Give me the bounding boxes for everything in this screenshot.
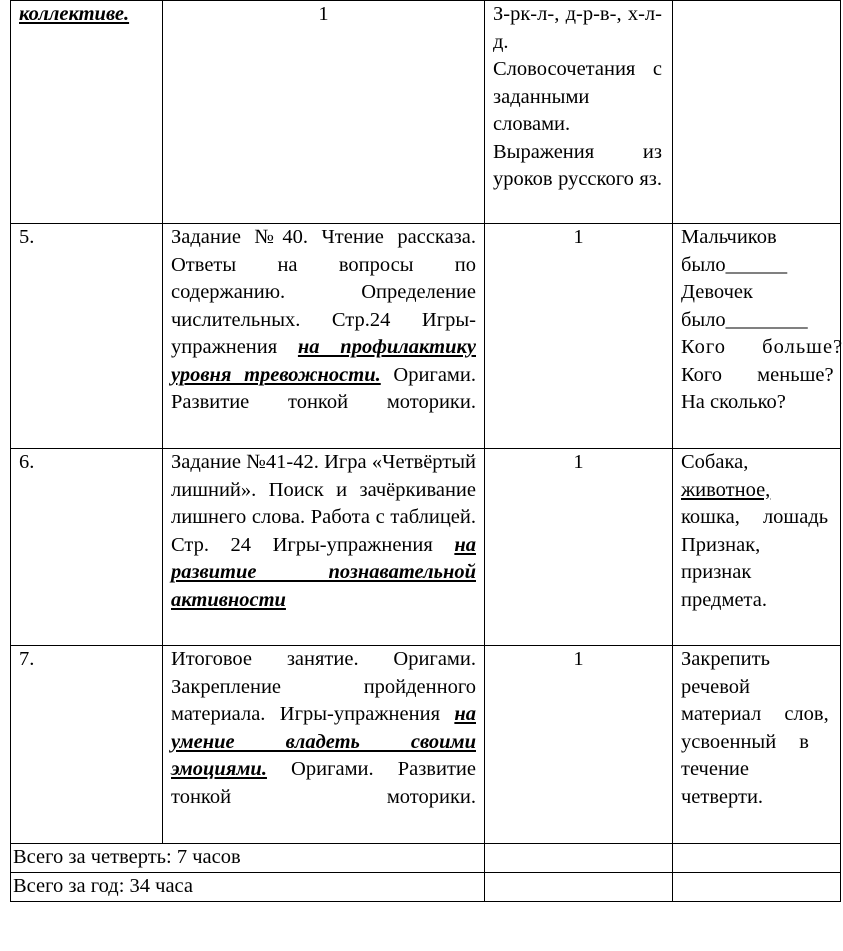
vocab-cell (673, 449, 841, 646)
vocab-line: четверти. (681, 785, 764, 808)
vocab-cell (485, 1, 673, 224)
row-label-cell (11, 1, 163, 224)
row-number-cell (11, 646, 163, 844)
vocab-line: Кого меньше? (681, 363, 834, 386)
vocab-line: материал слов, (681, 703, 829, 725)
table-row (11, 224, 841, 449)
empty-cell (673, 844, 841, 873)
vocab-line: предмета. (681, 588, 767, 611)
row-number: 7. (19, 648, 35, 670)
row-number-cell (11, 224, 163, 449)
table-row (11, 449, 841, 646)
vocab-line: Мальчиков было______ (681, 226, 788, 276)
empty-cell (485, 873, 673, 902)
topic-bold: на развитие познавательной активности (171, 533, 476, 611)
vocab-line: речевой (681, 675, 751, 698)
hours-cell (485, 449, 673, 646)
vocab-cell (673, 224, 841, 449)
topic-text: Итоговое занятие. Оригами. Закрепление пройденного материала. Игры-упражнения (171, 648, 476, 725)
vocab-line: Собака, (681, 451, 749, 473)
topic-text-end: Оригами. Развитие тонкой моторики. (171, 363, 476, 413)
empty-cell (485, 844, 673, 873)
row-label-bold: коллективе. (19, 3, 130, 25)
vocab-line: Кого больше? (681, 336, 843, 358)
empty-cell (673, 873, 841, 902)
hours-value: 1 (573, 226, 584, 248)
vocab-line: усвоенный в (681, 730, 809, 753)
topic-cell (163, 449, 485, 646)
vocab-line: Признак, (681, 533, 761, 556)
row-number-cell (11, 449, 163, 646)
lesson-plan-table (10, 0, 841, 902)
row-number: 5. (19, 226, 35, 248)
row-number: 6. (19, 451, 35, 473)
table-row (11, 1, 841, 224)
table-row-total-year (11, 873, 841, 902)
vocab-cell (673, 646, 841, 844)
hours-cell (485, 646, 673, 844)
vocab-line: Девочек было________ (681, 281, 808, 331)
vocab-line: Выражения из уроков русского яз. (493, 140, 662, 190)
topic-text: Задание №40. Чтение рассказа. Ответы на вопросы по содержанию. Определение числительных. Стр.24 Игры-упражнения (171, 226, 476, 358)
topic-text: Задание №41-42. Игра «Четвёртый лишний». Поиск и зачёркивание лишнего слова. Работа с таблицей. Стр. 24 Игры-упражнения (171, 451, 476, 556)
total-year: Всего за год: 34 часа (13, 875, 194, 897)
hours-cell (485, 224, 673, 449)
hours-value: 1 (573, 451, 584, 473)
vocab-line: З-рк-л-, д-р-в-, х-л-д. (493, 3, 662, 53)
vocab-line: На сколько? (681, 391, 786, 413)
table-row-total-quarter (11, 844, 841, 873)
hours-value: 1 (573, 648, 584, 670)
vocab-line: Закрепить (681, 648, 770, 670)
vocab-underlined: животное, (681, 478, 771, 501)
vocab-line: Словосочетания с заданными словами. (493, 58, 662, 135)
hours-value: 1 (318, 3, 329, 25)
total-quarter-cell (11, 844, 485, 873)
topic-text-end: Оригами. Развитие тонкой моторики. (171, 758, 476, 808)
total-year-cell (11, 873, 485, 902)
topic-bold: на умение владеть своими эмоциями. (171, 703, 476, 780)
topic-cell (163, 224, 485, 449)
hours-cell (163, 1, 485, 224)
topic-bold: на профилактику уровня тревожности. (171, 336, 476, 386)
total-quarter: Всего за четверть: 7 часов (13, 846, 241, 868)
vocab-line: признак (681, 561, 752, 583)
goals-cell (673, 1, 841, 224)
topic-cell (163, 646, 485, 844)
vocab-line: течение (681, 758, 749, 780)
table-row (11, 646, 841, 844)
vocab-line: кошка, лошадь (681, 506, 829, 528)
